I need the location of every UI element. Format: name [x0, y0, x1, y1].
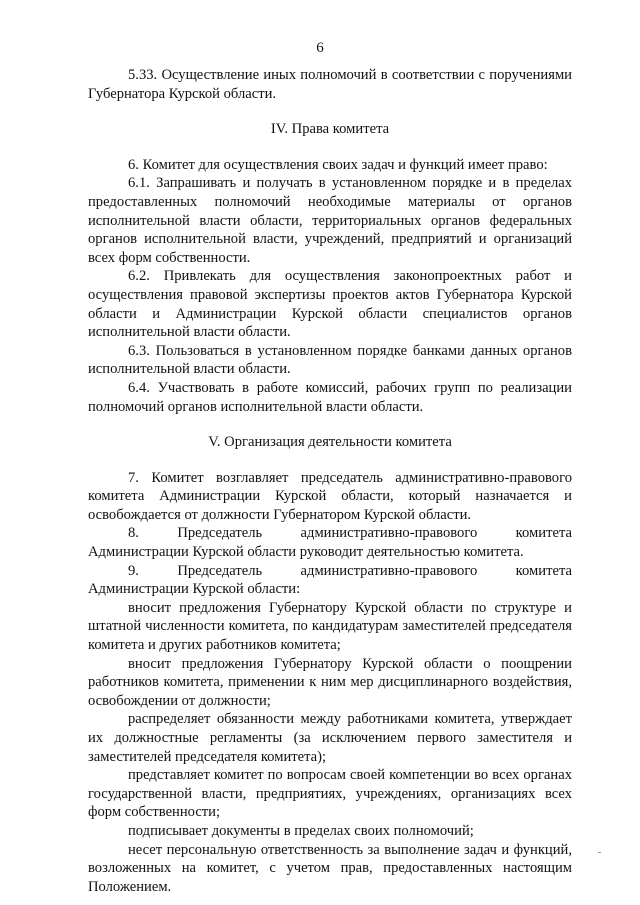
page-number: 6 [316, 40, 324, 56]
paragraph-8-word: комитета [515, 525, 572, 542]
paragraph-8-word: административно-правового [300, 525, 478, 542]
document-body [88, 66, 572, 896]
list-item: представляет комитет по вопросам своей компетенции во всех органах государственной власти, предприятиях, учреждениях, организациях всех форм собственности; [88, 767, 572, 821]
scan-mark [598, 852, 601, 853]
paragraph-9 [88, 562, 572, 599]
paragraph-6-2: 6.2. Привлекать для осуществления законопроектных работ и осуществления правовой экспертизы проектов актов Губернатора Курской области и Администрации Курской области специалистов органов исполнительной власти области. [88, 268, 572, 341]
section-heading-v: V. Организация деятельности комитета [208, 434, 452, 451]
paragraph-9-word: Председатель [177, 562, 263, 579]
paragraph-6-1: 6.1. Запрашивать и получать в установленном порядке и в пределах предоставленных полномочий необходимые материалы от органов исполнительной власти области, территориальных органов федеральных органов исполнительной власти, учреждений, предприятий и организаций всех форм собственности. [88, 175, 572, 266]
list-item: несет персональную ответственность за выполнение задач и функций, возложенных на комитет, с учетом прав, предоставленных настоящим Положением. [88, 841, 572, 895]
paragraph-8-word: Председатель [177, 525, 263, 542]
section-heading-iv: IV. Права комитета [270, 121, 390, 138]
paragraph-9-word: комитета [515, 562, 572, 579]
list-item: вносит предложения Губернатору Курской области по структуре и штатной численности комитета, по кандидатурам заместителей председателя комитета и других работников комитета; [88, 599, 572, 654]
paragraph-9-word: административно-правового [300, 562, 478, 579]
list-item: вносит предложения Губернатору Курской области о поощрении работников комитета, применении к ним мер дисциплинарного воздействия, освобождении от должности; [88, 655, 572, 709]
paragraph-6: 6. Комитет для осуществления своих задач и функций имеет право: [128, 156, 548, 173]
paragraph-7: 7. Комитет возглавляет председатель административно-правового комитета Администрации Курской области, который назначается и освобождается от должности Губернатором Курской области. [88, 469, 572, 523]
list-item: распределяет обязанности между работниками комитета, утверждает их должностные регламенты (за исключением первого заместителя и заместителей председателя комитета); [88, 711, 572, 765]
paragraph-9-continuation: Администрации Курской области: [88, 581, 301, 598]
list-item: подписывает документы в пределах своих полномочий; [128, 822, 474, 839]
paragraph-8 [88, 524, 572, 561]
paragraph-8-continuation: Администрации Курской области руководит деятельностью комитета. [88, 544, 524, 561]
paragraph-8-number: 8. [128, 525, 139, 542]
paragraph-6-3: 6.3. Пользоваться в установленном порядке банками данных органов исполнительной власти области. [88, 342, 572, 378]
paragraph-6-4: 6.4. Участвовать в работе комиссий, рабочих групп по реализации полномочий органов исполнительной власти области. [88, 379, 572, 415]
paragraph-5-33: 5.33. Осуществление иных полномочий в соответствии с поручениями Губернатора Курской области. [88, 67, 572, 102]
paragraph-9-number: 9. [128, 562, 139, 579]
